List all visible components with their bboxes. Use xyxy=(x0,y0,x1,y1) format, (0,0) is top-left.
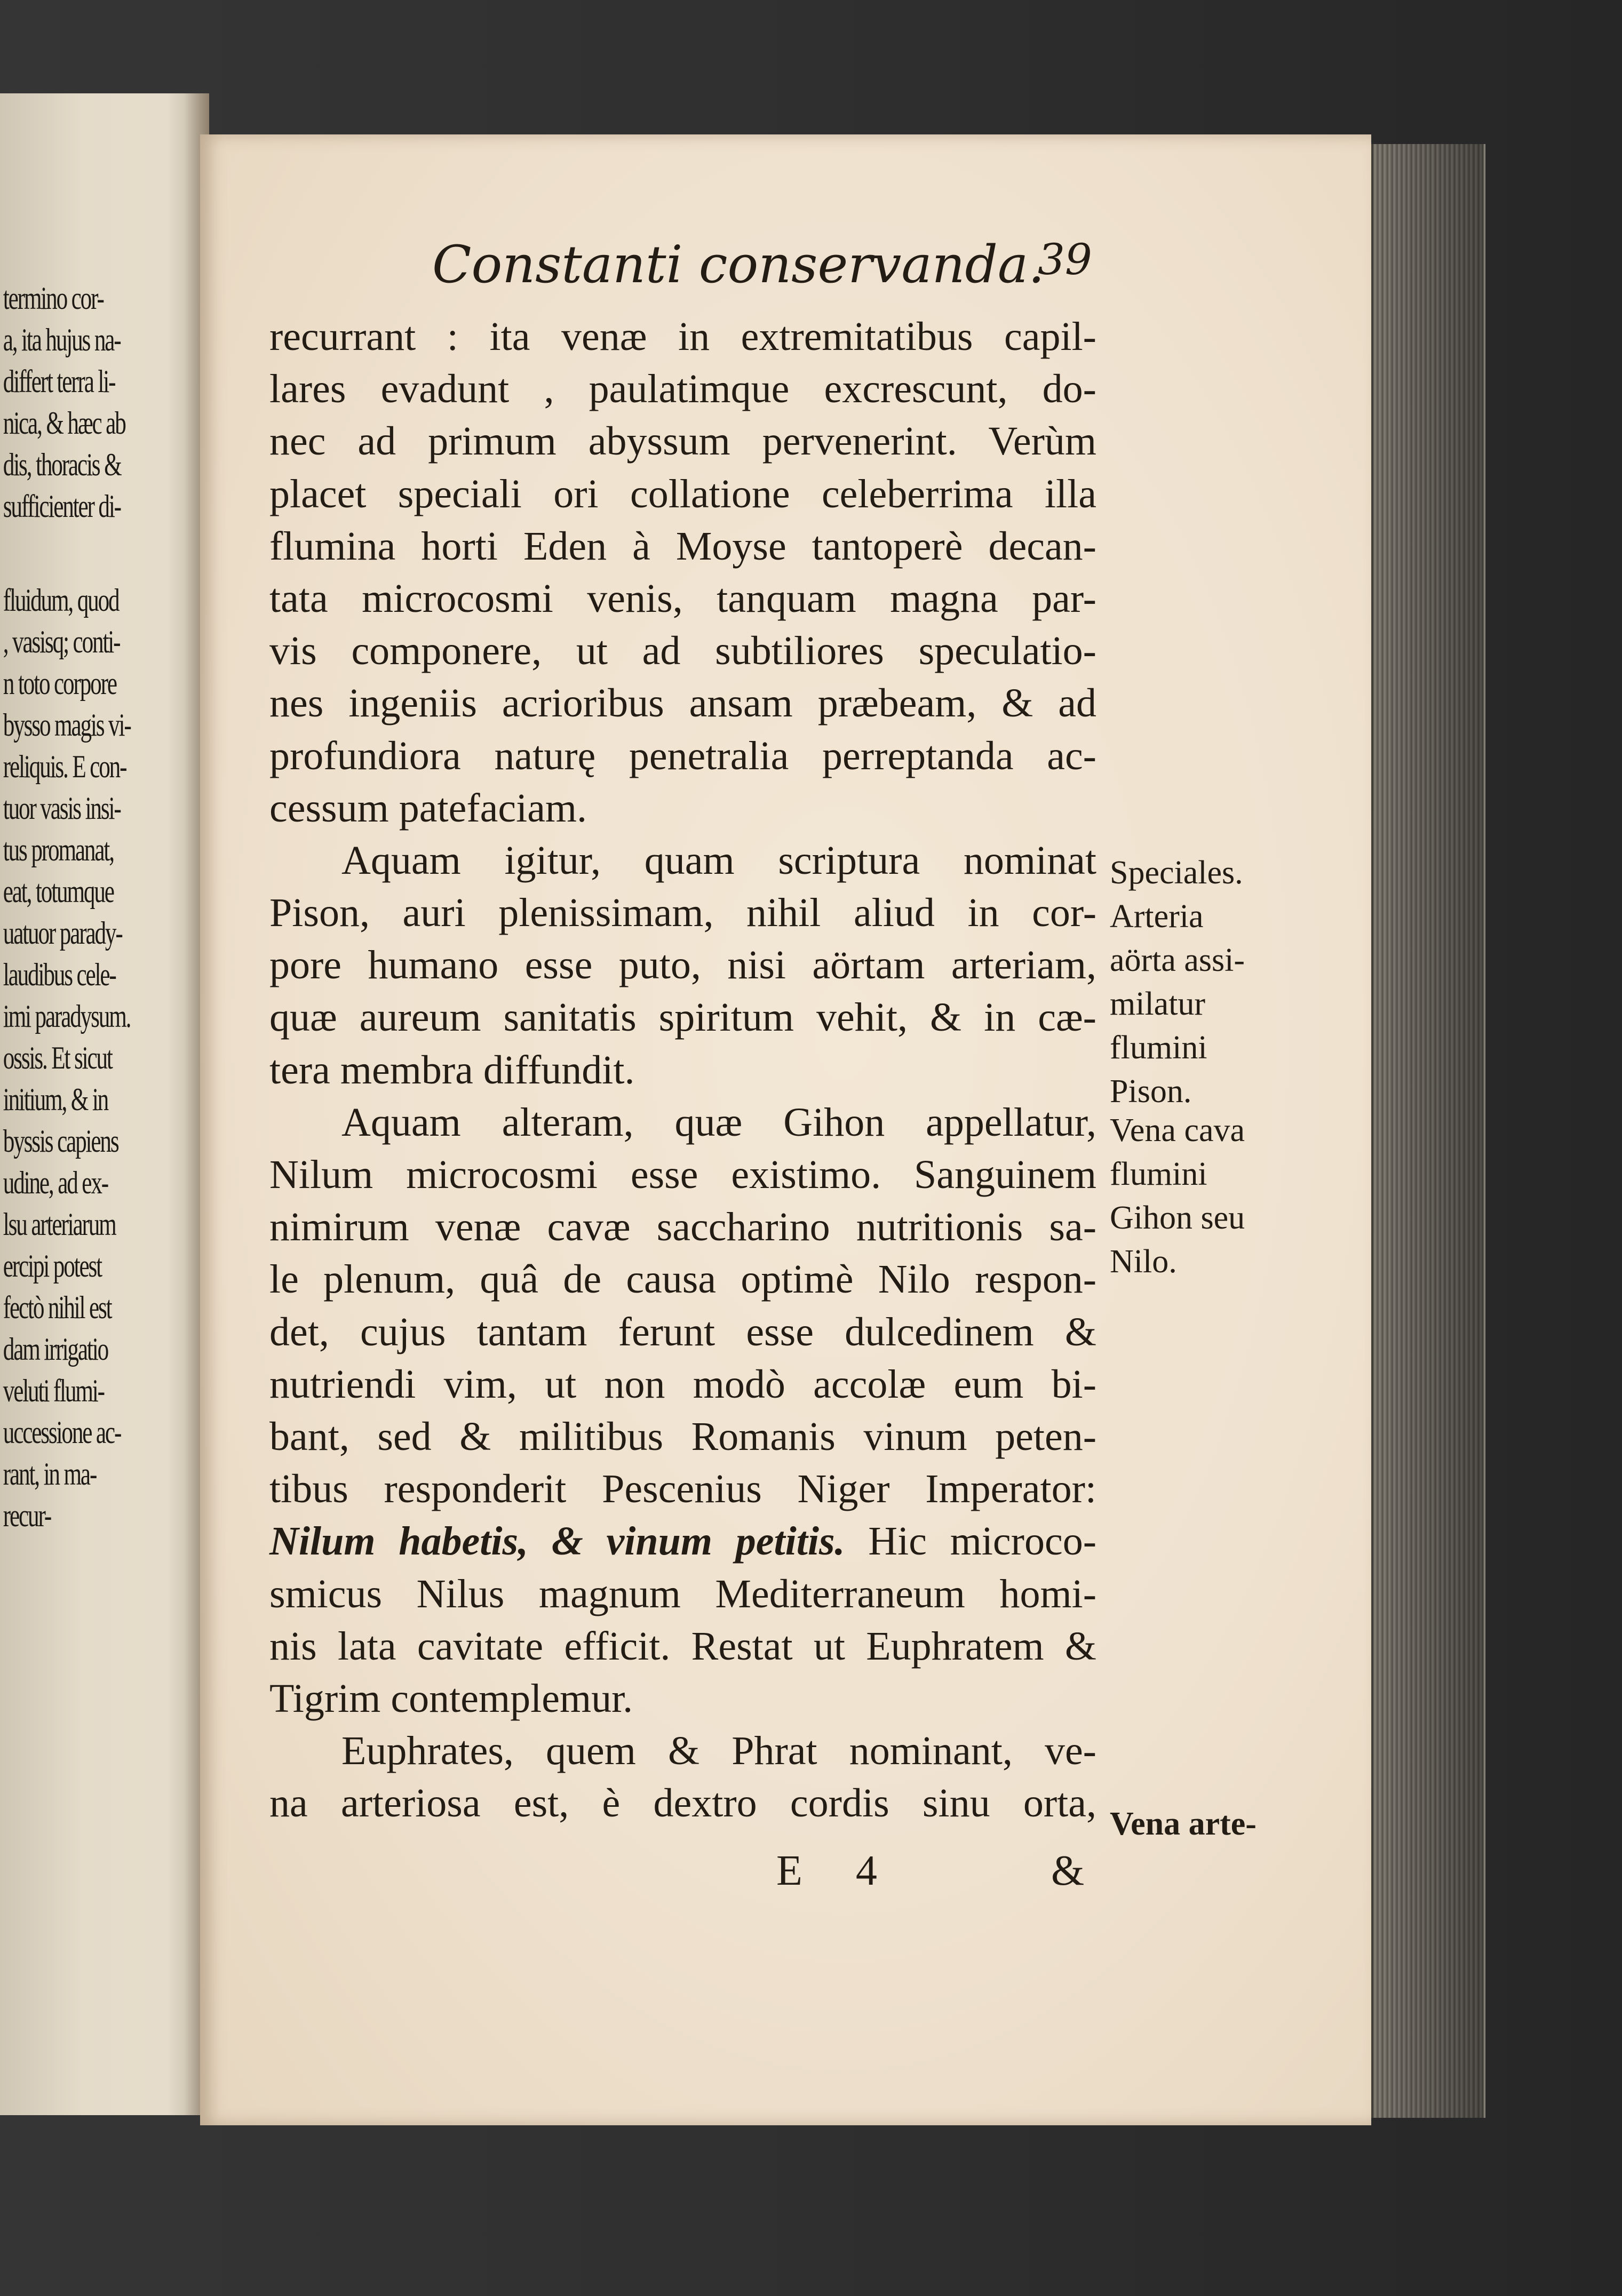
note-line: Gihon seu xyxy=(1110,1200,1245,1236)
left-page-text xyxy=(0,277,181,1536)
note-line: Vena cava xyxy=(1110,1112,1245,1149)
text-line: Pison, auri plenissimam, nihil aliud in cor- xyxy=(269,890,1096,936)
left-page-line: tuor vasis insi- xyxy=(3,791,121,826)
text-line: Nilum microcosmi esse existimo. Sanguinem xyxy=(269,1152,1096,1197)
left-page-line: uatuor parady- xyxy=(3,915,122,951)
note-line: Pison. xyxy=(1110,1073,1192,1110)
text-line: tata microcosmi venis, tanquam magna par- xyxy=(269,576,1096,621)
left-page-line: uccessione ac- xyxy=(3,1415,121,1450)
catchword: & xyxy=(1051,1847,1085,1894)
paragraph-start: Aquam alteram, quæ Gihon appellatur, xyxy=(341,1099,1096,1145)
text-line: smicus Nilus magnum Mediterraneum homi- xyxy=(269,1571,1096,1616)
left-page-line: nica, & hæc ab xyxy=(3,405,125,441)
margin-note-gihon xyxy=(1110,1109,1245,1283)
page-number: 39 xyxy=(1038,235,1092,284)
note-line: flumini xyxy=(1110,1030,1207,1066)
text-line: vis componere, ut ad subtiliores speculatio- xyxy=(269,628,1096,674)
italic-quote: Nilum habetis, & vinum petitis. xyxy=(269,1519,845,1564)
text-line: placet speciali ori collatione celeberrima illa xyxy=(269,471,1096,516)
left-page-line: bysso magis vi- xyxy=(3,707,131,743)
note-line: milatur xyxy=(1110,986,1206,1022)
left-page-line: termino cor- xyxy=(3,281,104,316)
left-page-line: eat, totumque xyxy=(3,874,114,909)
left-page-line: tus promanat, xyxy=(3,832,114,867)
left-page-line: dam irrigatio xyxy=(3,1332,108,1367)
text-line: le plenum, quâ de causa optimè Nilo respon- xyxy=(269,1257,1096,1302)
text-line: nes ingeniis acrioribus ansam præbeam, & ad xyxy=(269,681,1096,726)
left-page-line: a, ita hujus na- xyxy=(3,322,121,357)
left-page-line: n toto corpore xyxy=(3,666,116,701)
left-page-line xyxy=(0,527,131,579)
text-line: cessum patefaciam. xyxy=(269,785,587,831)
margin-note-vena-arteriosa xyxy=(1110,1802,1257,1846)
text-line: nis lata cavitate efficit. Restat ut Euphratem & xyxy=(269,1623,1096,1669)
text-line: tera membra diffundit. xyxy=(269,1047,635,1093)
page-block-shadow xyxy=(1371,144,1483,2118)
note-line: Arteria xyxy=(1110,898,1204,935)
text-span: Hic microco- xyxy=(868,1519,1097,1564)
body-text xyxy=(269,310,1096,1829)
left-page-line: fluidum, quod xyxy=(3,583,119,618)
note-line: flumini xyxy=(1110,1156,1207,1192)
left-page-line: rant, in ma- xyxy=(3,1456,97,1492)
left-page-line: , vasisq; conti- xyxy=(3,624,120,659)
text-line: bant, sed & militibus Romanis vinum peten- xyxy=(269,1414,1096,1459)
text-line: recurrant : ita venæ in extremitatibus capil- xyxy=(269,314,1096,359)
margin-note-pison xyxy=(1110,851,1245,1113)
note-line: Nilo. xyxy=(1110,1243,1177,1280)
left-page-line: imi paradysum. xyxy=(3,999,131,1034)
left-page-line: dis, thoracis & xyxy=(3,447,121,482)
text-line: Tigrim contemplemur. xyxy=(269,1676,633,1721)
running-title: Constanti conservanda. xyxy=(432,235,1045,294)
text-line: flumina horti Eden à Moyse tantoperè decan- xyxy=(269,523,1096,569)
left-page-line: fectò nihil est xyxy=(3,1290,112,1325)
left-page-line: laudibus cele- xyxy=(3,957,116,992)
text-line: nutriendi vim, ut non modò accolæ eum bi- xyxy=(269,1361,1096,1407)
note-line: Vena arte- xyxy=(1110,1806,1257,1842)
signature-mark: E 4 xyxy=(776,1847,899,1894)
text-line: lares evadunt , paulatimque excrescunt, do- xyxy=(269,366,1096,412)
left-page-line: lsu arteriarum xyxy=(3,1207,116,1242)
text-line-with-quote xyxy=(269,1515,1096,1567)
left-page-line: differt terra li- xyxy=(3,364,115,399)
text-line: na arteriosa est, è dextro cordis sinu orta, xyxy=(269,1781,1096,1826)
text-line: profundiora naturę penetralia perreptanda ac- xyxy=(269,733,1096,778)
text-line: nec ad primum abyssum pervenerint. Verùm xyxy=(269,419,1096,464)
left-page-line: udine, ad ex- xyxy=(3,1165,108,1200)
text-line: det, cujus tantam ferunt esse dulcedinem & xyxy=(269,1309,1096,1354)
left-page-line: ossis. Et sicut xyxy=(3,1040,112,1075)
text-line: nimirum venæ cavæ saccharino nutritionis sa- xyxy=(269,1205,1096,1250)
text-line: pore humano esse puto, nisi aörtam arteriam, xyxy=(269,943,1096,988)
text-line: quæ aureum sanitatis spiritum vehit, & in cæ- xyxy=(269,995,1096,1040)
left-page-line: byssis capiens xyxy=(3,1123,118,1159)
left-page-line: sufficienter di- xyxy=(3,489,121,524)
left-page-line: reliquis. E con- xyxy=(3,749,126,784)
note-line: aörta assi- xyxy=(1110,942,1245,978)
left-page-line: ercipi potest xyxy=(3,1248,102,1283)
left-page-line: initium, & in xyxy=(3,1082,108,1117)
paragraph-start: Euphrates, quem & Phrat nominant, ve- xyxy=(341,1728,1096,1774)
note-line: Speciales. xyxy=(1110,855,1243,891)
left-page-line: recur- xyxy=(3,1498,51,1533)
paragraph-start: Aquam igitur, quam scriptura nominat xyxy=(341,838,1096,883)
text-line: tibus responderit Pescenius Niger Imperator: xyxy=(269,1466,1096,1512)
left-page xyxy=(0,93,209,2115)
left-page-line: veluti flumi- xyxy=(3,1373,104,1408)
